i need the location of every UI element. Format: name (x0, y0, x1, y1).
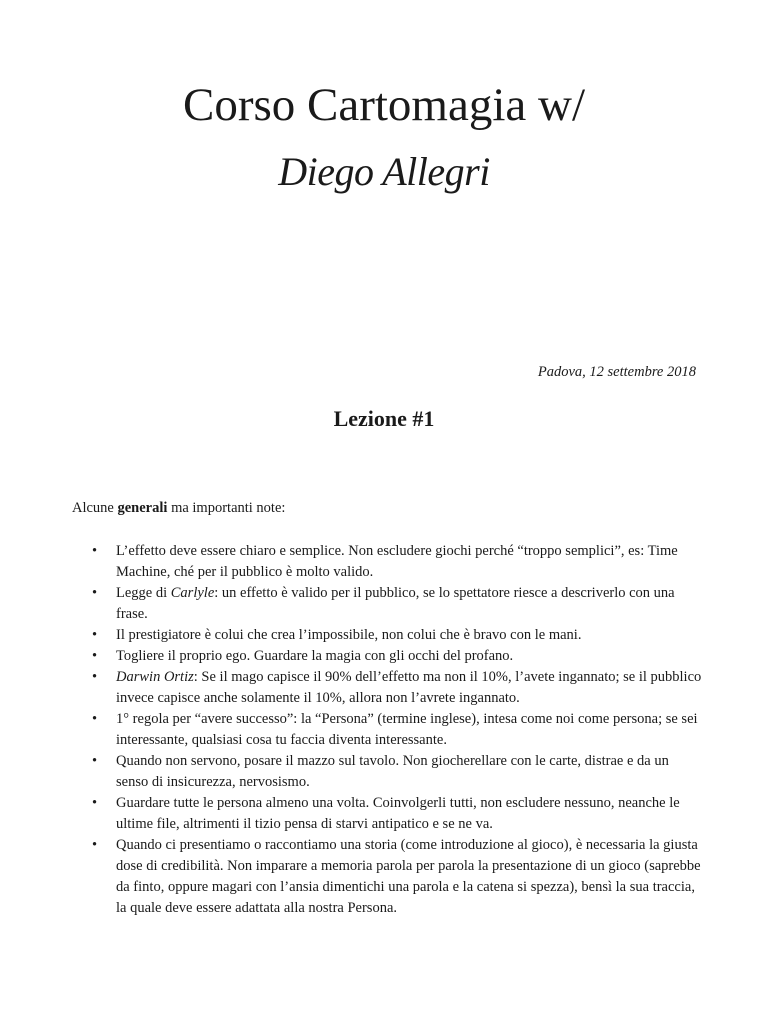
document-title: Corso Cartomagia w/ (182, 79, 586, 131)
note-item (72, 709, 702, 751)
author-name: Diego Allegri (278, 149, 490, 194)
note-text: Guardare tutte le persona almeno una volta. Coinvolgerli tutti, non escludere nessuno, neanche le ultime file, altrimenti il tizio pensa di starvi antipatico e se ne va. (116, 795, 680, 832)
intro-before: Alcune (72, 500, 118, 516)
document-date: Padova, 12 settembre 2018 (537, 364, 696, 380)
note-item (72, 751, 702, 793)
intro-text (72, 500, 285, 517)
lesson-heading: Lezione #1 (333, 406, 435, 431)
note-text: Quando non servono, posare il mazzo sul tavolo. Non giocherellare con le carte, distrae e da un senso di insicurezza, nervosismo. (116, 753, 669, 790)
note-item (72, 625, 702, 646)
intro-bold: generali (117, 500, 168, 516)
intro-after: ma importanti note: (167, 500, 286, 516)
note-item (72, 646, 702, 667)
note-text: Il prestigiatore è colui che crea l’impossibile, non colui che è bravo con le mani. (116, 627, 582, 643)
note-text: : Se il mago capisce il 90% dell’effetto ma non il 10%, l’avete ingannato; se il pubblico invece capisce anche solamente il 10%, allora non l’avrete ingannato. (116, 669, 702, 706)
note-item (72, 835, 702, 919)
note-italic: Darwin Ortiz (116, 669, 194, 685)
note-italic: Carlyle (170, 585, 215, 601)
note-item (72, 667, 702, 709)
note-text: 1° regola per “avere successo”: la “Persona” (termine inglese), intesa come noi come persona; se sei interessante, qualsiasi cosa tu faccia diventa interessante. (116, 711, 698, 748)
note-text: L’effetto deve essere chiaro e semplice. Non escludere giochi perché “troppo semplici”, es: Time Machine, ché per il pubblico è molto valido. (116, 543, 678, 580)
note-item (72, 793, 702, 835)
notes-list (72, 541, 702, 919)
note-item (72, 541, 702, 583)
note-text: Togliere il proprio ego. Guardare la magia con gli occhi del profano. (116, 648, 514, 664)
note-text: Quando ci presentiamo o raccontiamo una storia (come introduzione al gioco), è necessaria la giusta dose di credibilità. Non imparare a memoria parola per parola la presentazione di un gioco (saprebbe da finto, oppure magari con l’ansia dimentichi una parola e la catena si spezza), bensì la sua traccia, la quale deve essere adattata alla nostra Persona. (116, 837, 701, 916)
note-item (72, 583, 702, 625)
note-text: : un effetto è valido per il pubblico, se lo spettatore riesce a descriverlo con una frase. (116, 585, 675, 622)
note-prefix: Legge di (116, 585, 171, 601)
